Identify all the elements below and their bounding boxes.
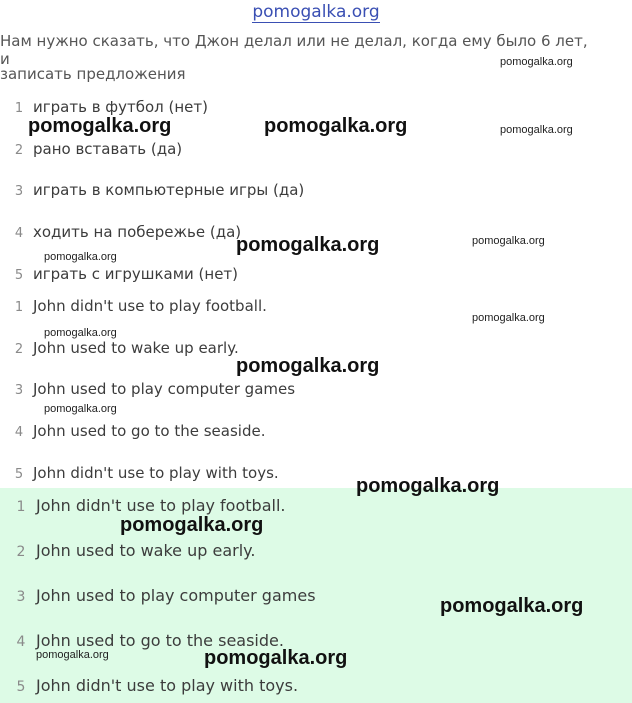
watermark: pomogalka.org (236, 355, 380, 377)
item-number: 4 (14, 425, 24, 440)
item-number: 3 (14, 383, 24, 398)
item-text: John used to go to the seaside. (33, 422, 266, 440)
item-number: 2 (14, 342, 24, 357)
item-number: 2 (16, 544, 26, 560)
item-text: John used to go to the seaside. (36, 631, 284, 650)
item-number: 5 (16, 679, 26, 695)
task-line-2: записать предложения (0, 65, 186, 83)
watermark: pomogalka.org (440, 595, 584, 617)
item-text: ходить на побережье (да) (33, 223, 242, 241)
watermark: pomogalka.org (44, 327, 117, 339)
item-number: 1 (14, 300, 24, 315)
watermark: pomogalka.org (500, 124, 573, 136)
watermark: pomogalka.org (500, 56, 573, 68)
watermark: pomogalka.org (204, 647, 348, 669)
item-number: 3 (14, 184, 24, 199)
list-item (0, 540, 600, 566)
site-header[interactable] (0, 0, 632, 24)
list-item (0, 421, 600, 447)
item-number: 4 (16, 634, 26, 650)
watermark: pomogalka.org (472, 235, 545, 247)
task-line-1: Нам нужно сказать, что Джон делал или не делал, когда ему было 6 лет, и (0, 32, 588, 68)
watermark: pomogalka.org (36, 649, 109, 661)
item-text: играть с игрушками (нет) (33, 265, 239, 283)
item-text: John used to play computer games (33, 380, 296, 398)
item-number: 3 (16, 589, 26, 605)
item-text: John didn't use to play football. (36, 496, 286, 515)
item-number: 4 (14, 226, 24, 241)
item-text: John didn't use to play with toys. (33, 464, 279, 482)
item-number: 5 (14, 467, 24, 482)
list-item (0, 675, 600, 701)
item-text: играть в компьютерные игры (да) (33, 181, 305, 199)
item-text: John used to wake up early. (33, 339, 239, 357)
watermark: pomogalka.org (44, 251, 117, 263)
item-text: рано вставать (да) (33, 140, 183, 158)
item-text: John used to play computer games (36, 586, 316, 605)
watermark: pomogalka.org (120, 514, 264, 536)
watermark: pomogalka.org (264, 115, 408, 137)
item-text: John didn't use to play football. (33, 297, 267, 315)
watermark: pomogalka.org (44, 403, 117, 415)
watermark: pomogalka.org (28, 115, 172, 137)
item-number: 1 (14, 101, 24, 116)
watermark: pomogalka.org (472, 312, 545, 324)
list-item (0, 463, 600, 489)
item-text: играть в футбол (нет) (33, 98, 208, 116)
watermark: pomogalka.org (356, 475, 500, 497)
list-item (0, 180, 600, 206)
list-item (0, 379, 600, 405)
item-number: 2 (14, 143, 24, 158)
list-item (0, 139, 600, 165)
item-number: 5 (14, 268, 24, 283)
site-name[interactable]: pomogalka.org (252, 2, 380, 22)
item-text: John used to wake up early. (36, 541, 256, 560)
list-item (0, 264, 600, 290)
list-item (0, 495, 600, 521)
watermark: pomogalka.org (236, 234, 380, 256)
item-number: 1 (16, 499, 26, 515)
item-text: John didn't use to play with toys. (36, 676, 299, 695)
